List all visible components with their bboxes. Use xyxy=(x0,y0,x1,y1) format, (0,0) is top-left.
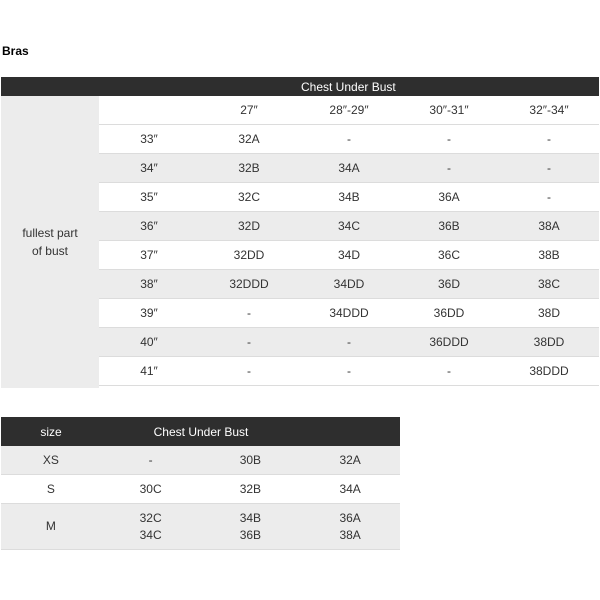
size-value: 36B xyxy=(239,527,262,542)
side-label xyxy=(1,96,99,388)
column-header-row xyxy=(99,96,599,125)
size-header: size xyxy=(40,424,62,439)
size-label: M xyxy=(45,519,56,533)
size-cell: 38DD xyxy=(533,335,565,349)
size-cell: 38C xyxy=(537,277,560,291)
size-cell: 36DDD xyxy=(429,335,469,349)
table-row xyxy=(1,475,400,504)
size-cell: - xyxy=(447,132,451,146)
table-row xyxy=(1,504,400,550)
size-cell xyxy=(201,452,301,469)
size-cell: - xyxy=(547,161,551,175)
size-cell: 36A xyxy=(438,190,460,204)
size-conversion-table xyxy=(1,417,400,550)
size-cell: 34D xyxy=(337,248,360,262)
bust-measure: 39″ xyxy=(140,306,158,320)
size-cell: - xyxy=(347,132,351,146)
table-row xyxy=(99,212,599,241)
size-cell: 32D xyxy=(237,219,260,233)
size-cell: 38A xyxy=(538,219,560,233)
size-label: S xyxy=(46,481,55,496)
size-label: XS xyxy=(42,452,59,467)
size-cell: - xyxy=(247,335,251,349)
size-value: 32C xyxy=(139,510,162,525)
size-cell xyxy=(300,510,400,544)
size-value: - xyxy=(148,452,153,467)
size-cell: 32C xyxy=(237,190,260,204)
bust-measure: 36″ xyxy=(140,219,158,233)
size-cell: 34DD xyxy=(333,277,365,291)
size-cell: 34DDD xyxy=(329,306,369,320)
size-value: 30C xyxy=(139,481,162,496)
size-value: 38A xyxy=(339,527,361,542)
page-title: Bras xyxy=(2,44,29,58)
table-row xyxy=(1,446,400,475)
size-cell: - xyxy=(347,335,351,349)
table-row xyxy=(99,299,599,328)
table-row xyxy=(99,357,599,386)
size-cell: 32A xyxy=(238,132,260,146)
size-cell: 36DD xyxy=(433,306,465,320)
bust-measure: 38″ xyxy=(140,277,158,291)
column-header: 27″ xyxy=(240,103,258,117)
table-row xyxy=(99,241,599,270)
size-cell: - xyxy=(547,132,551,146)
size-cell: - xyxy=(447,364,451,378)
size-cell: - xyxy=(247,364,251,378)
column-header: 28″-29″ xyxy=(329,103,369,117)
size-cell xyxy=(300,481,400,498)
bust-measure: 37″ xyxy=(140,248,158,262)
bra-size-table xyxy=(1,77,599,388)
size-cell: - xyxy=(247,306,251,320)
size-cell: 32DD xyxy=(233,248,265,262)
size-cell: 32B xyxy=(238,161,260,175)
size-cell xyxy=(201,481,301,498)
size-grid xyxy=(99,96,599,388)
size-value: 36A xyxy=(339,510,361,525)
size-cell: 36B xyxy=(438,219,460,233)
size-cell: 34B xyxy=(338,190,360,204)
size-cell: - xyxy=(547,190,551,204)
size-value: 34B xyxy=(239,510,262,525)
size-cell xyxy=(201,510,301,544)
table-row xyxy=(99,328,599,357)
size-cell: 38DDD xyxy=(529,364,569,378)
bust-measure: 33″ xyxy=(140,132,158,146)
table-header xyxy=(1,417,400,446)
size-cell xyxy=(101,510,201,544)
size-cell: 34C xyxy=(337,219,360,233)
chest-under-bust-header: Chest Under Bust xyxy=(301,79,396,94)
size-value: 32B xyxy=(239,481,262,496)
size-value: 32A xyxy=(339,452,361,467)
bust-measure: 35″ xyxy=(140,190,158,204)
bust-measure: 41″ xyxy=(140,364,158,378)
size-cell xyxy=(101,452,201,469)
size-value: 34A xyxy=(339,481,361,496)
column-header: 30″-31″ xyxy=(429,103,469,117)
table-row xyxy=(99,154,599,183)
size-cell xyxy=(101,481,201,498)
size-cell: 36D xyxy=(437,277,460,291)
side-label-line2: of bust xyxy=(31,244,68,258)
table-header xyxy=(1,77,599,96)
size-cell: 38B xyxy=(538,248,560,262)
chest-under-bust-header: Chest Under Bust xyxy=(153,424,249,439)
column-header: 32″-34″ xyxy=(529,103,569,117)
table-row xyxy=(99,270,599,299)
size-cell: - xyxy=(347,364,351,378)
size-cell xyxy=(300,452,400,469)
size-cell: - xyxy=(447,161,451,175)
size-value: 34C xyxy=(139,527,162,542)
size-cell: 36C xyxy=(437,248,460,262)
table-row xyxy=(99,125,599,154)
size-value: 30B xyxy=(239,452,262,467)
size-cell: 34A xyxy=(338,161,360,175)
bust-measure: 40″ xyxy=(140,335,158,349)
side-label-line1: fullest part xyxy=(22,226,78,240)
bust-measure: 34″ xyxy=(140,161,158,175)
table-row xyxy=(99,183,599,212)
size-cell: 38D xyxy=(537,306,560,320)
size-cell: 32DDD xyxy=(229,277,269,291)
